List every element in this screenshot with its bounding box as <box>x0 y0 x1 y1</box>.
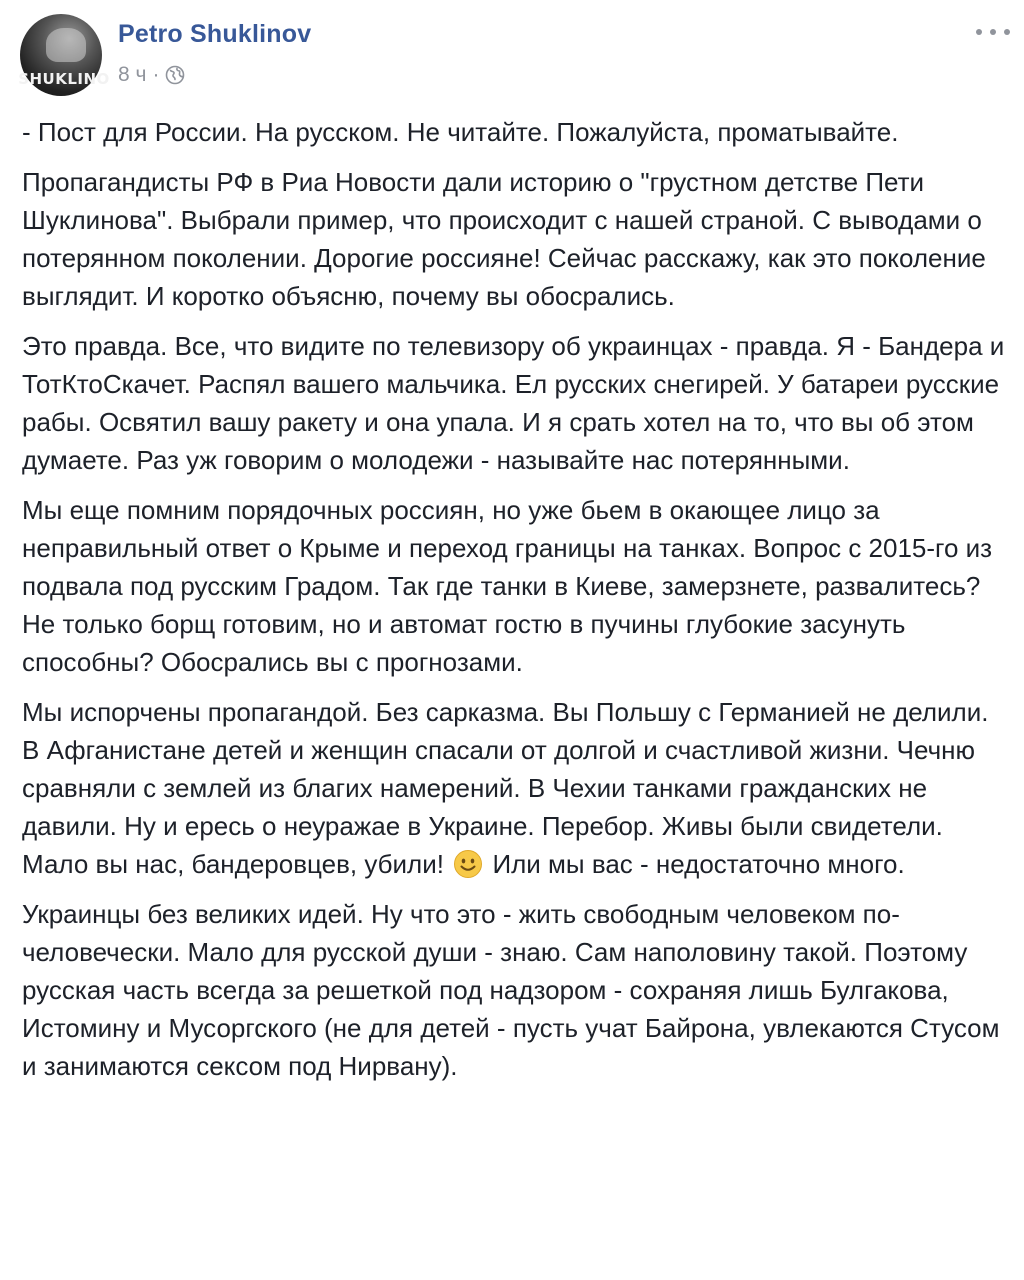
paragraph-6: Украинцы без великих идей. Ну что это - жить свободным человеком по-человечески. Мало для русской души - знаю. Сам наполовину такой. Поэтому русская часть всегда за решеткой под надзором - сохраняя лишь Булгакова, Истомину и Мусоргского (не для детей - пусть учат Байрона, увлекаются Стусом и занимаются сексом под Нирвану). <box>22 899 1000 1081</box>
dot-2 <box>990 29 996 35</box>
post-header <box>0 0 1024 110</box>
paragraph-5 <box>22 693 1006 883</box>
avatar-figure <box>46 28 86 62</box>
dot-1 <box>976 29 982 35</box>
more-dots-icon[interactable] <box>976 22 1010 42</box>
paragraph-5-end: Или мы вас - недостаточно много. <box>492 849 905 879</box>
paragraph-1: - Пост для России. На русском. Не читайте. Пожалуйста, проматывайте. <box>22 117 899 147</box>
meta-separator: · <box>152 63 160 86</box>
avatar[interactable] <box>18 14 110 96</box>
timestamp[interactable]: 8 ч <box>118 63 147 86</box>
dot-3 <box>1004 29 1010 35</box>
post-meta <box>118 62 185 88</box>
globe-icon[interactable] <box>165 65 185 85</box>
post-text <box>22 113 1006 1097</box>
paragraph-5-text: Мы испорчены пропагандой. Без сарказма. Вы Польшу с Германией не делили. В Афганистане детей и женщин спасали от долгой и счастливой жизни. Чечню сравняли с землей из благих намерений. В Чехии танками гражданских не давили. Ну и ересь о неуражае в Украине. Перебор. Живы были свидетели. Мало вы нас, бандеровцев, убили! <box>22 697 989 879</box>
paragraph-2: Пропагандисты РФ в Риа Новости дали историю о "грустном детстве Пети Шуклинова". Выбрали пример, что происходит с нашей страной. С выводами о потерянном поколении. Дорогие россияне! Сейчас расскажу, как это поколение выглядит. И коротко объясню, почему вы обосрались. <box>22 167 986 311</box>
author-name[interactable]: Petro Shuklinov <box>118 20 312 48</box>
smiley-emoji-icon <box>453 849 483 879</box>
avatar-text: SHUKLINO <box>18 70 110 88</box>
paragraph-3: Это правда. Все, что видите по телевизору об украинцах - правда. Я - Бандера и ТотКтоСкачет. Распял вашего мальчика. Ел русских снегирей. У батареи русские рабы. Освятил вашу ракету и она упала. И я срать хотел на то, что вы об этом думаете. Раз уж говорим о молодежи - называйте нас потерянными. <box>22 331 1005 475</box>
paragraph-4: Мы еще помним порядочных россиян, но уже бьем в окающее лицо за неправильный ответ о Крыме и переход границы на танках. Вопрос с 2015-го из подвала под русским Градом. Так где танки в Киеве, замерзнете, развалитесь? Не только борщ готовим, но и автомат гостю в пучины глубокие засунуть способны? Обосрались вы с прогнозами. <box>22 495 993 677</box>
